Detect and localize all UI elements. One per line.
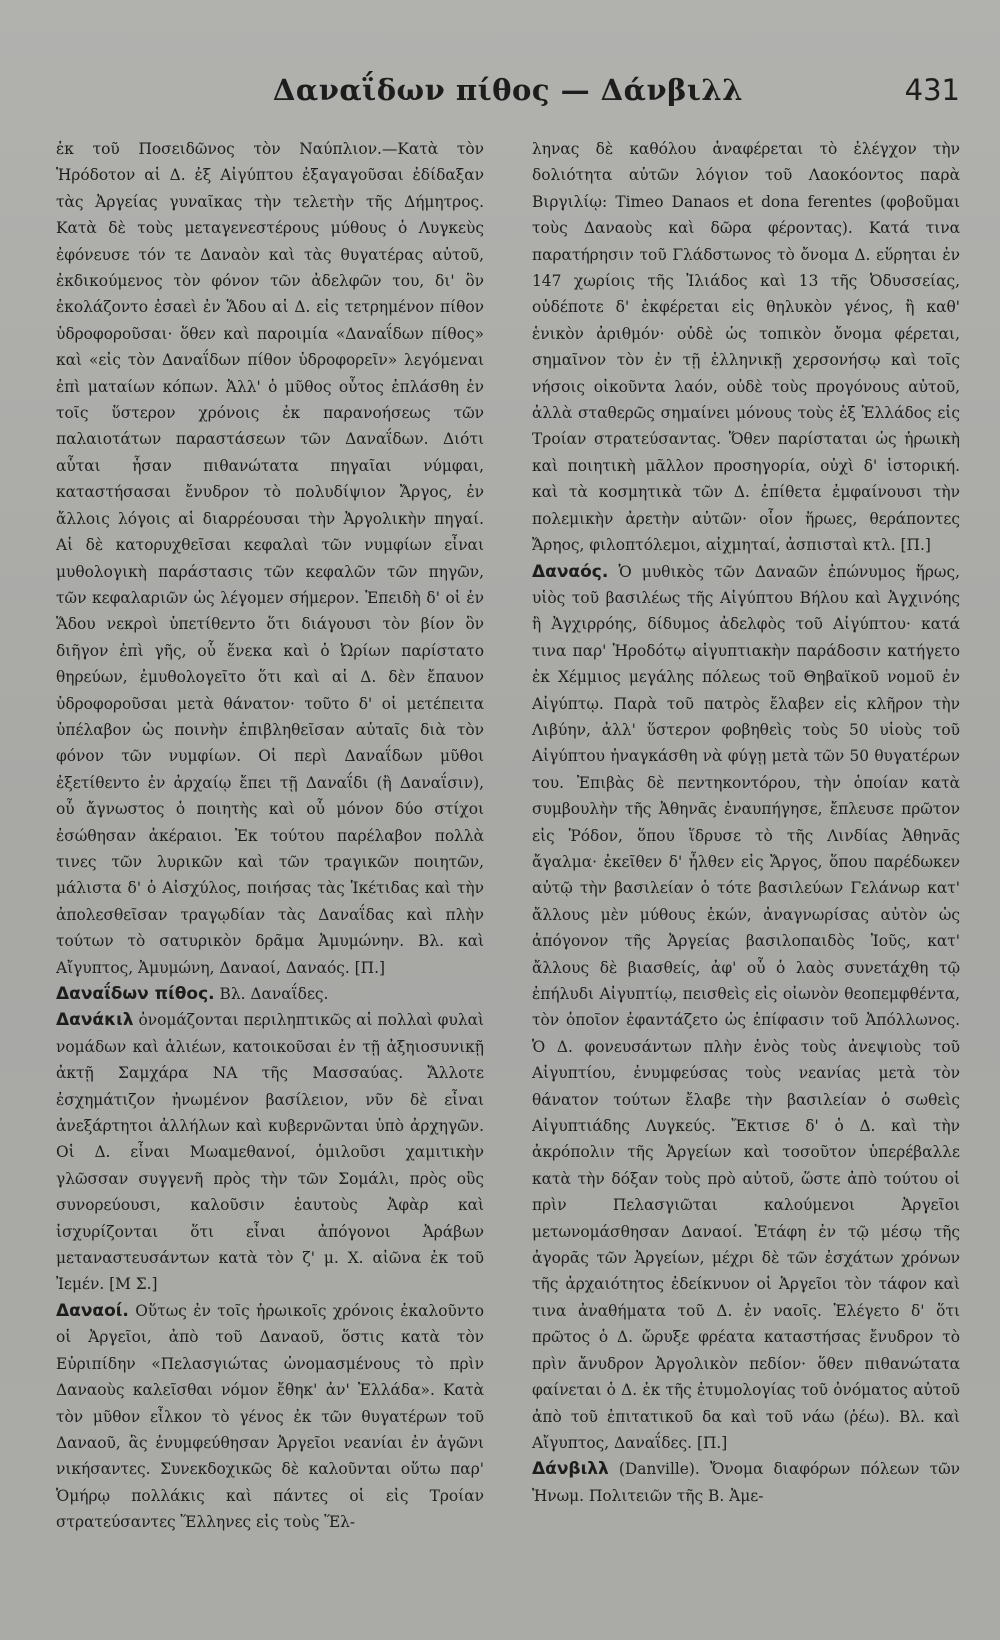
entry-text: Ὁ μυθικὸς τῶν Δαναῶν ἐπώνυμος ἥρως, υἱὸς τοῦ βασιλέως τῆς Αἰγύπτου Βήλου καὶ Ἀγχινόης ἢ Ἀγχιρρόης, δίδυμος ἀδελφὸς τοῦ Αἰγύπτου· κατά τινα παρ' Ἡροδότῳ αἰγυπτιακὴν παράδοσιν κατήγετο ἐκ Χέμμιος μεγάλης πόλεως τοῦ Θηβαϊκοῦ νομοῦ ἐν Αἰγύπτῳ. Παρὰ τοῦ πατρὸς ἔλαβεν εἰς κλῆρον τὴν Λιβύην, ἀλλ' ὕστερον φοβηθεὶς τοὺς 50 υἱοὺς τοῦ Αἰγύπτου ἠναγκάσθη νὰ φύγῃ μετὰ τῶν 50 θυγατέρων του. Ἐπιβὰς δὲ πεντηκοντόρου, τὴν ὁποίαν κατὰ συμβουλὴν τῆς Ἀθηνᾶς ἐναυπήγησε, ἔπλευσε πρῶτον εἰς Ῥόδον, ὅπου ἵδρυσε τὸ τῆς Λινδίας Ἀθηνᾶς ἄγαλμα· ἐκεῖθεν δ' ἦλθεν εἰς Ἄργος, ὅπου παρέδωκεν αὐτῷ τὴν βασιλείαν ὁ τότε βασιλεύων Γελάνωρ κατ' ἄλλους μὲν μύθους ἑκών, ἀναγνωρίσας αὐτὸν ὡς ἀπόγονον τῆς Ἀργείας βασιλοπαιδὸς Ἰοῦς, κατ' ἄλλους δὲ βιασθείς, ἀφ' οὗ ὁ λαὸς συνετάχθη τῷ ἐπήλυδι Αἰγυπτίῳ, πεισθεὶς εἰς οἰωνὸν θεοπεμφθέντα, τὸν ὁποῖον ἐφαντάζετο ὡς ἐπίφασιν τοῦ Ἀπόλλωνος. Ὁ Δ. φονευσάντων πλὴν ἑνὸς τοὺς ἀνεψιοὺς τοῦ Αἰγυπτίου, ἐνυμφεύσας τοὺς νεανίας μετὰ τὸν θάνατον τούτων ἔλαβε τὴν βασιλείαν ὁ σωθεὶς Αἰγυπτιάδης Λυγκεύς. Ἔκτισε δ' ὁ Δ. καὶ τὴν ἀκρόπολιν τῆς Ἀργείων καὶ τοσοῦτον ὑπερέβαλλε κατὰ τὴν δόξαν τοὺς πρὸ αὐτοῦ, ὥστε ἀπὸ τούτου οἱ πρὶν Πελασγιῶται καλούμενοι Ἀργεῖοι μετωνομάσθησαν Δαναοί. Ἐτάφη ἐν τῷ μέσῳ τῆς ἀγορᾶς τῶν Ἀργείων, μέχρι δὲ τῶν ἐσχάτων χρόνων τῆς ἀρχαιότητος ἐδείκνυον οἱ Ἀργεῖοι τὸν τάφον καὶ τινα ἀναθήματα τοῦ Δ. ἐν ναοῖς. Ἐλέγετο δ' ὅτι πρῶτος ὁ Δ. ὤρυξε φρέατα καταστήσας ἔνυδρον τὸ πρὶν ἄνυδρον Ἀργολικὸν πεδίον· ὅθεν πιθανώτατα φαίνεται ὁ Δ. ἐκ τῆς ἐτυμολογίας τοῦ ὀνόματος αὐτοῦ ἀπὸ τοῦ ἐπιτατικοῦ δα καὶ τοῦ νάω (ῥέω). Βλ. καὶ Αἴγυπτος, Δαναΐδες. [Π.] <box>532 562 960 1452</box>
right-column <box>532 136 960 1536</box>
entry-text: ὀνομάζονται περιληπτικῶς αἱ πολλαὶ φυλαὶ νομάδων καὶ ἁλιέων, κατοικοῦσαι ἐν τῇ ἀξηιοσυνικῇ ἀκτῇ Σαμχάρα ΝΑ τῆς Μασσαύας. Ἄλλοτε ἐσχημάτιζον ἠνωμένον βασίλειον, νῦν δὲ εἶναι ἀνεξάρτητοι ἀλλήλων καὶ κυβερνῶνται ὑπὸ ἀρχηγῶν. Οἱ Δ. εἶναι Μωαμεθανοί, ὁμιλοῦσι χαμιτικὴν γλῶσσαν συγγενῆ πρὸς τὴν τῶν Σομάλι, πρὸς οὓς συνορεύουσι, καλοῦσιν ἑαυτοὺς Ἀφὰρ καὶ ἰσχυρίζονται ὅτι εἶναι ἀπόγονοι Ἀράβων μεταναστευσάντων κατὰ τὸν ζ' μ. Χ. αἰῶνα ἐκ τοῦ Ἰεμέν. [Μ Σ.] <box>56 1011 484 1294</box>
entry-danaoi <box>56 1298 484 1536</box>
page-number: 431 <box>904 73 960 107</box>
entry-danville <box>532 1456 960 1509</box>
running-title: Δαναΐδων πίθος — Δάνβιλλ <box>272 73 744 107</box>
entry-danakil <box>56 1007 484 1297</box>
entry-headword: Δάνβιλλ <box>532 1459 609 1480</box>
text-columns <box>56 136 960 1536</box>
entry-headword: Δαναΐδων πίθος. <box>56 984 215 1004</box>
left-column <box>56 136 484 1536</box>
entry-continuation <box>532 136 960 559</box>
running-header <box>56 62 960 118</box>
entry-headword: Δανάκιλ <box>56 1010 134 1031</box>
entry-text: Βλ. Δαναΐδες. <box>214 985 329 1003</box>
entry-headword: Δαναοί. <box>56 1300 129 1321</box>
entry-text: ἐκ τοῦ Ποσειδῶνος τὸν Ναύπλιον.—Κατὰ τὸν Ἡρόδοτον αἱ Δ. ἐξ Αἰγύπτου ἐξαγαγοῦσαι ἐδίδαξαν τὰς Ἀργείας γυναῖκας τὴν τελετὴν τῆς Δήμητρος. Κατὰ δὲ τοὺς μεταγενεστέρους μύθους ὁ Λυγκεὺς ἐφόνευσε τόν τε Δαναὸν καὶ τὰς θυγατέρας αὐτοῦ, ἐκδικούμενος τὸν φόνον τῶν ἀδελφῶν του, δι' ὃν ἐκολάζοντο ἐσαεὶ ἐν Ἅδου αἱ Δ. εἰς τετρημένον πίθον ὑδροφοροῦσαι· ὅθεν καὶ παροιμία «Δαναΐδων πίθος» καὶ «εἰς τὸν Δαναΐδων πίθον ὑδροφορεῖν» λεγόμεναι ἐπὶ ματαίων κόπων. Ἀλλ' ὁ μῦθος οὗτος ἐπλάσθη ἐν τοῖς ὕστερον χρόνοις ἐκ παρανοήσεως τῶν παλαιοτάτων παραστάσεων τῶν Δαναΐδων. Διότι αὗται ἦσαν πιθανώτατα πηγαῖαι νύμφαι, καταστήσασαι ἔνυδρον τὸ πολυδίψιον Ἄργος, ἐν ἄλλοις λόγοις αἱ διαρρέουσαι τὴν Ἀργολικὴν πηγαί. Αἱ δὲ κατορυχθεῖσαι κεφαλαὶ τῶν νυμφίων εἶναι μυθολογικὴ παράστασις τῶν κεφαλῶν τῶν πηγῶν, τῶν κεφαλαριῶν ὡς λέγομεν σήμερον. Ἐπειδὴ δ' οἱ ἐν Ἅδου νεκροὶ ὑπετίθεντο ὅτι διάγουσι τὸν βίον ὃν διῆγον ἐπὶ γῆς, οὗ ἕνεκα καὶ ὁ Ὠρίων παρίστατο θηρεύων, ἐμυθολογεῖτο ὅτι καὶ αἱ Δ. δὲν ἔπαυον ὑδροφοροῦσαι μετὰ θάνατον· τοῦτο δ' οἱ μετέπειτα ὑπέλαβον ὡς ποινὴν ἐπιβληθεῖσαν αὐταῖς διὰ τὸν φόνον τῶν νυμφίων. Οἱ περὶ Δαναΐδων μῦθοι ἐξετίθεντο ἐν ἀρχαίῳ ἔπει τῇ Δαναΐδι (ἢ Δαναΐσιν), οὗ ἄγνωστος ὁ ποιητὴς καὶ οὗ μόνον δύο στίχοι ἐσώθησαν ἀκέραιοι. Ἐκ τούτου παρέλαβον πολλὰ τινες τῶν λυρικῶν καὶ τῶν τραγικῶν ποιητῶν, μάλιστα δ' ὁ Αἰσχύλος, ποιήσας τὰς Ἱκέτιδας καὶ τὴν ἀπολεσθεῖσαν τραγῳδίαν τὰς Δαναΐδας καὶ πλὴν τούτων τὸ σατυρικὸν δρᾶμα Ἀμυμώνην. Βλ. καὶ Αἴγυπτος, Ἀμυμώνη, Δαναοί, Δαναός. [Π.] <box>56 140 484 977</box>
entry-continuation <box>56 136 484 981</box>
entry-headword: Δαναός. <box>532 561 609 582</box>
entry-danaos <box>532 559 960 1457</box>
entry-text: (Danville). Ὄνομα διαφόρων πόλεων τῶν Ἡνωμ. Πολιτειῶν τῆς Β. Ἀμε- <box>532 1460 960 1505</box>
entry-danaidon-pithos <box>56 981 484 1007</box>
entry-text: Οὕτως ἐν τοῖς ἡρωικοῖς χρόνοις ἐκαλοῦντο οἱ Ἀργεῖοι, ἀπὸ τοῦ Δαναοῦ, ὅστις κατὰ τὸν Εὐριπίδην «Πελασγιώτας ὠνομασμένους τὸ πρὶν Δαναοὺς καλεῖσθαι νόμον ἔθηκ' ἀν' Ἑλλάδα». Κατὰ τὸν μῦθον εἶλκον τὸ γένος ἐκ τῶν θυγατέρων τοῦ Δαναοῦ, ἃς ἐνυμφεύθησαν Ἀργεῖοι νεανίαι ἐν ἀγῶνι νικήσαντες. Συνεκδοχικῶς δὲ καλοῦνται οὕτω παρ' Ὁμήρῳ πολλάκις καὶ πάντες οἱ εἰς Τροίαν στρατεύσαντες Ἕλληνες εἰς τοὺς Ἕλ- <box>56 1301 484 1532</box>
entry-text: ληνας δὲ καθόλου ἀναφέρεται τὸ ἐλέγχον τὴν δολιότητα αὐτῶν λόγιον τοῦ Λαοκόοντος παρὰ Βιργιλίῳ: Timeo Danaos et dona ferentes (φοβοῦμαι τοὺς Δαναοὺς καὶ δῶρα φέροντας). Κατά τινα παρατήρησιν τοῦ Γλάδστωνος τὸ ὄνομα Δ. εὕρηται ἐν 147 χωρίοις τῆς Ἰλιάδος καὶ 13 τῆς Ὀδυσσείας, οὐδέποτε δ' ἐκφέρεται εἰς θηλυκὸν γένος, ἢ καθ' ἑνικὸν ἀριθμόν· οὐδὲ ὡς τοπικὸν ὄνομα φέρεται, σημαῖνον τὸν ἐν τῇ ἑλληνικῇ χερσονήσῳ καὶ τοῖς νήσοις οἰκοῦντα λαόν, οὐδὲ τοὺς προγόνους αὐτοῦ, ἀλλὰ σταθερῶς σημαίνει μόνους τοὺς ἐξ Ἑλλάδος εἰς Τροίαν στρατεύσαντας. Ὅθεν παρίσταται ὡς ἡρωικὴ καὶ ποιητικὴ μᾶλλον προσηγορία, οὐχὶ δ' ἱστορική. καὶ τὰ κοσμητικὰ τῶν Δ. ἐπίθετα ἐμφαίνουσι τὴν πολεμικὴν ἀρετὴν αὐτῶν· οἷον ἥρωες, θεράποντες Ἄρηος, φιλοπτόλεμοι, αἰχμηταί, ἀσπισταὶ κτλ. [Π.] <box>532 140 960 555</box>
